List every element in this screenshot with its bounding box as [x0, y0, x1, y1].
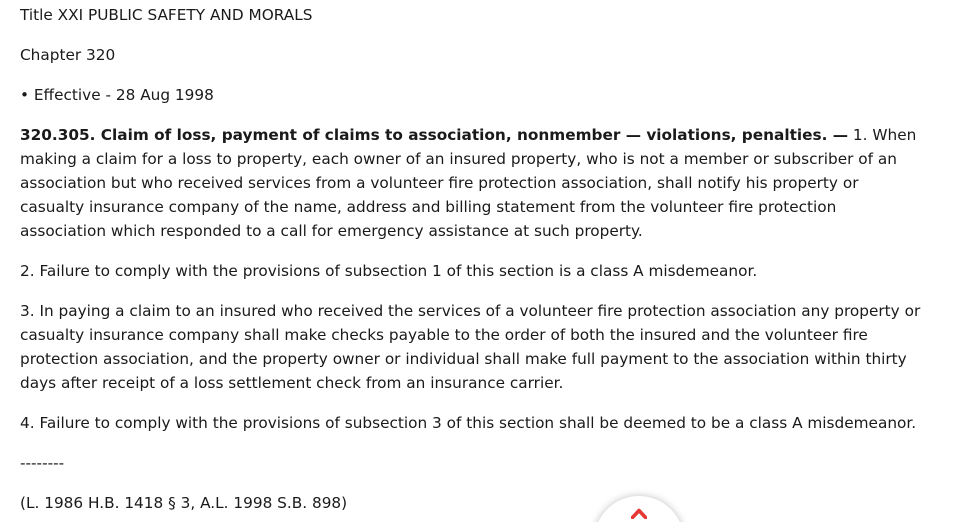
- statute-document: [20, 3, 926, 515]
- subsection-3: 3. In paying a claim to an insured who received the services of a volunteer fire protection association any property or casualty insurance company shall make checks payable to the order of both the insured and the volunteer fire protection association, and the property owner or individual shall make full payment to the association within thirty days after receipt of a loss settlement check from an insurance carrier.: [20, 302, 921, 392]
- subsection-1: [20, 123, 926, 243]
- section-heading: 320.305. Claim of loss, payment of claims to association, nonmember — violations, penalties. —: [20, 126, 849, 144]
- subsection-4: 4. Failure to comply with the provisions of subsection 3 of this section shall be deemed to be a class A misdemeanor.: [20, 414, 917, 432]
- subsection-2: 2. Failure to comply with the provisions of subsection 1 of this section is a class A misdemeanor.: [20, 262, 758, 280]
- title-line: Title XXI PUBLIC SAFETY AND MORALS: [20, 6, 313, 24]
- history-note: (L. 1986 H.B. 1418 § 3, A.L. 1998 S.B. 898): [20, 494, 348, 512]
- subsection-1-text: 1. When making a claim for a loss to property, each owner of an insured property, who is not a member or subscriber of an association but who received services from a volunteer fire protection association, shall notify his property or casualty insurance company of the name, address and billing statement from the volunteer fire protection association which responded to a call for emergency assistance at such property.: [20, 126, 917, 240]
- effective-date: • Effective - 28 Aug 1998: [20, 86, 214, 104]
- chevron-up-icon: [631, 507, 647, 519]
- separator: --------: [20, 454, 65, 472]
- chapter-line: Chapter 320: [20, 46, 116, 64]
